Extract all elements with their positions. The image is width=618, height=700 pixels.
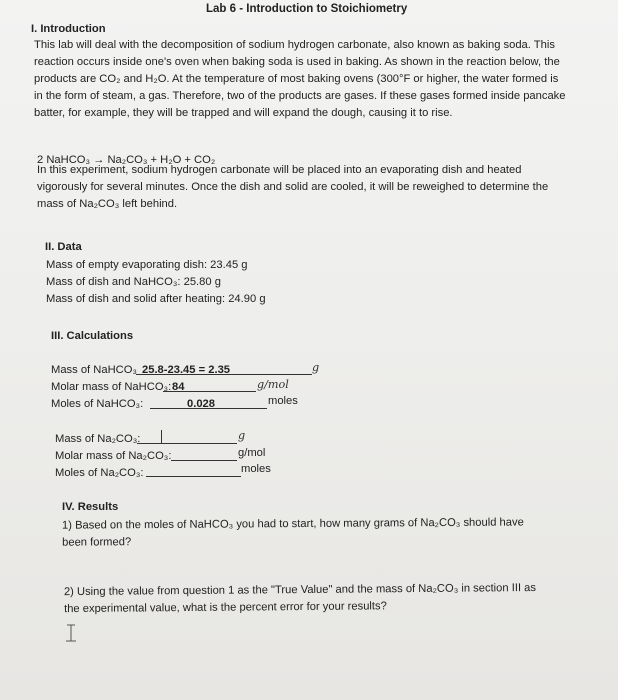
calc-mass-na2co3-label: Mass of Na₂CO₃: bbox=[55, 433, 141, 445]
calc-molar-mass-nahco3-label: Molar mass of NaHCO₃: bbox=[51, 381, 172, 393]
calc-moles-na2co3-label: Moles of Na₂CO₃: bbox=[55, 467, 144, 479]
calc-moles-nahco3-blank[interactable] bbox=[150, 408, 267, 409]
calc-moles-nahco3-unit: moles bbox=[268, 395, 298, 407]
results-question-2: 2) Using the value from question 1 as the "True Value" and the mass of Na₂CO₃ in section III as the experimental value, what is the percent error for your results? bbox=[63, 581, 537, 616]
calc-molar-mass-na2co3-label: Molar mass of Na₂CO₃: bbox=[55, 450, 172, 462]
data-line-dish-nahco3: Mass of dish and NaHCO₃: 25.80 g bbox=[46, 276, 221, 288]
calc-molar-mass-nahco3-value: 84 bbox=[172, 381, 185, 393]
calc-mass-nahco3-label: Mass of NaHCO₃ bbox=[51, 364, 137, 376]
data-heading: II. Data bbox=[45, 241, 82, 253]
cursor-mark bbox=[161, 430, 162, 443]
intro-heading: I. Introduction bbox=[31, 23, 106, 35]
handwritten-mark-icon bbox=[64, 622, 78, 646]
calc-mass-nahco3-value: 25.8-23.45 = 2.35 bbox=[142, 364, 231, 376]
results-heading: IV. Results bbox=[62, 501, 119, 513]
calc-moles-nahco3-value: 0.028 bbox=[187, 398, 215, 410]
reaction-equation: 2 NaHCO₃ → Na₂CO₃ + H₂O + CO₂ bbox=[37, 154, 216, 166]
calc-moles-nahco3-label: Moles of NaHCO₃: bbox=[51, 398, 144, 410]
calc-mass-nahco3-blank[interactable] bbox=[136, 374, 312, 375]
calc-mass-na2co3-unit: g bbox=[238, 429, 246, 442]
calc-molar-mass-na2co3-blank[interactable] bbox=[171, 460, 237, 461]
calc-mass-nahco3-unit: g bbox=[312, 361, 320, 374]
data-line-empty-dish: Mass of empty evaporating dish: 23.45 g bbox=[46, 259, 248, 271]
calc-moles-na2co3-blank[interactable] bbox=[146, 476, 241, 477]
calc-molar-mass-nahco3-unit: g/mol bbox=[257, 378, 289, 391]
calc-molar-mass-nahco3-blank[interactable] bbox=[163, 391, 256, 392]
intro-paragraph: This lab will deal with the decomposition of sodium hydrogen carbonate, also known as baking soda. This reaction occurs inside one's oven when baking soda is used in baking. As shown in the reaction below, the products are CO₂ and H₂O. At the temperature of most baking ovens (300°F or higher, the water formed is in the form of steam, a gas. Therefore, two of the products are gases. If these gases formed inside pancake batter, for example, they will be trapped and will expand the dough, causing it to rise. bbox=[34, 39, 566, 119]
calc-molar-mass-na2co3-unit: g/mol bbox=[238, 447, 266, 459]
calc-mass-na2co3-blank[interactable] bbox=[137, 443, 237, 444]
results-question-1: 1) Based on the moles of NaHCO₃ you had to start, how many grams of Na₂CO₃ should have been formed? bbox=[61, 516, 524, 549]
intro-paragraph-2: In this experiment, sodium hydrogen carbonate will be placed into an evaporating dish and heated vigorously for several minutes. Once the dish and solid are cooled, it will be reweighed to determine the mass of Na₂CO₃ left behind. bbox=[37, 164, 549, 210]
data-line-after-heating: Mass of dish and solid after heating: 24.90 g bbox=[46, 293, 266, 305]
calculations-heading: III. Calculations bbox=[51, 330, 134, 342]
page-title: Lab 6 - Introduction to Stoichiometry bbox=[206, 3, 408, 15]
calc-moles-na2co3-unit: moles bbox=[241, 463, 271, 475]
